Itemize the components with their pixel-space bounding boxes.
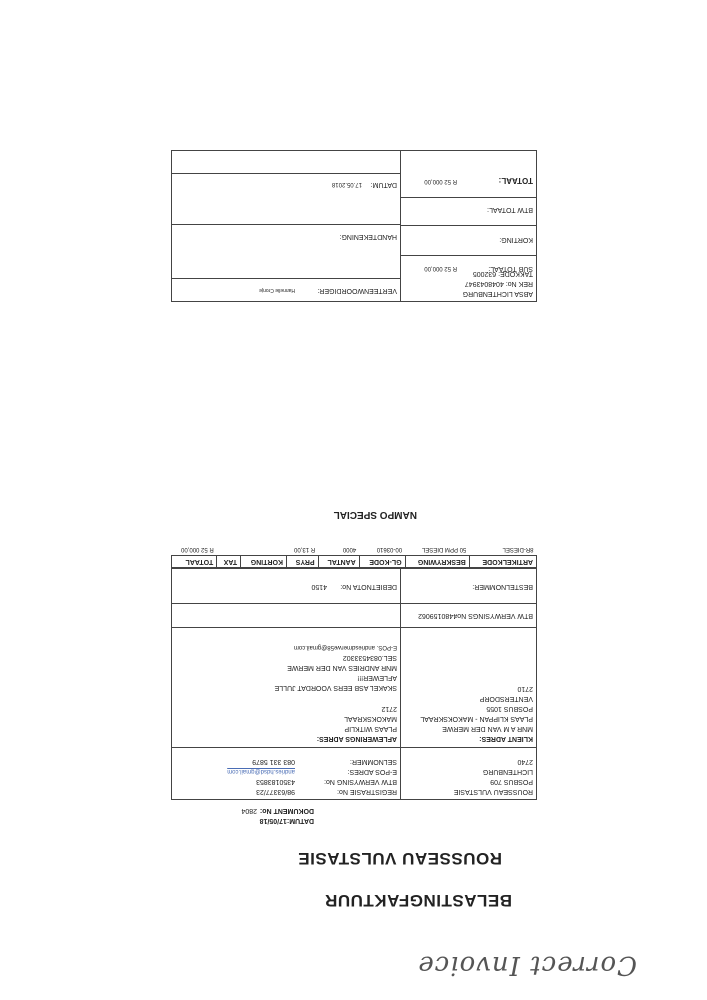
company-name-heading: ROUSSEAU VULSTASIE xyxy=(297,849,502,868)
client-line: VENTERSDORP xyxy=(479,695,533,702)
cell-label: SELNOMMER: xyxy=(349,758,397,765)
table-row xyxy=(172,544,537,556)
discount-row-bottom xyxy=(401,225,537,226)
date-value: 17.05.2018 xyxy=(331,181,362,187)
bank-line: TAKKODE: 632005 xyxy=(472,270,533,277)
client-line: 2710 xyxy=(517,685,533,692)
cell-price: R 13,00 xyxy=(294,546,316,553)
total-label: TOTAAL: xyxy=(498,176,533,185)
date-row-top xyxy=(171,173,401,174)
seller-values xyxy=(175,756,295,796)
delivery-line: 2712 xyxy=(381,705,397,712)
items-header-row xyxy=(172,556,537,568)
order-number-label: BESTELNOMMER: xyxy=(472,583,533,590)
rep-row-top xyxy=(171,278,401,279)
col-article-code: ARTIKELKODE xyxy=(469,556,536,568)
handwritten-note: Correct Invoice xyxy=(417,950,637,980)
signature-row-top xyxy=(171,224,401,225)
delivery-heading: AFLEWERINGS ADRES: xyxy=(316,735,397,742)
client-address xyxy=(420,683,533,743)
col-description: BESKRYWING xyxy=(405,556,469,568)
col-tax: TAX xyxy=(217,556,241,568)
subtotal-value: R 52 000,00 xyxy=(424,265,457,271)
col-total: TOTAAL xyxy=(172,556,217,568)
col-price: PRYS xyxy=(287,556,319,568)
note-line: SEL.0834533302 xyxy=(342,654,397,661)
seller-line: POSBUS 709 xyxy=(490,778,533,785)
seller-line: ROUSSEAU VULSTASIE xyxy=(453,788,533,795)
info-divider-3 xyxy=(171,603,537,604)
bank-line: REK No: 4048043947 xyxy=(464,280,533,287)
delivery-line: PLAAS WITKLIP xyxy=(344,725,397,732)
cell-description: 50 PPM DIESEL xyxy=(421,546,467,553)
info-divider-2 xyxy=(171,627,537,628)
seller-line: 2740 xyxy=(517,758,533,765)
cell-article-code: 8R-DIESEL xyxy=(502,546,534,553)
subtotal-label: SUB TOTAAL: xyxy=(488,265,533,272)
note-line: AFLEWER!!! xyxy=(357,674,397,681)
debtor-note-value: 4150 xyxy=(311,583,327,590)
note-line: SKAKEL ASB EERS VOORDAT JULLE xyxy=(274,684,397,691)
bank-details xyxy=(463,268,533,298)
col-quantity: AANTAL xyxy=(318,556,359,568)
col-gl-code: GL-KODE xyxy=(359,556,405,568)
col-discount: KORTING xyxy=(241,556,287,568)
client-vat-value: 4480159062 xyxy=(418,612,457,619)
delivery-notes xyxy=(275,642,397,692)
cell-gl-code: 00-03610 xyxy=(376,546,403,553)
document-title: BELASTINGFAKTUUR xyxy=(324,891,512,910)
total-value: R 52 000,00 xyxy=(424,178,457,184)
vat-total-label: BTW TOTAAL: xyxy=(487,206,533,213)
rep-value: Hannelie Cronje xyxy=(259,287,295,293)
cell-tax xyxy=(217,544,241,556)
signature-label: HANDTEKENING: xyxy=(339,233,397,240)
vat-value: 4350183853 xyxy=(256,778,295,785)
email-label: E-POS ADRES: xyxy=(347,768,397,775)
discount-label: KORTING: xyxy=(499,236,533,243)
document-number: 2804 xyxy=(241,807,257,814)
client-heading: KLIENT ADRES: xyxy=(479,735,533,742)
cell-total: R 52 000,00 xyxy=(181,546,214,553)
vat-label: BTW VERWYSING No: xyxy=(324,778,397,785)
subtotal-row-bottom xyxy=(401,255,537,256)
rep-label: VERTEENWOORDIGER: xyxy=(317,287,397,294)
client-line: MNR A M VAN DER MERWE xyxy=(442,725,533,732)
registration-value: 98/63377/23 xyxy=(256,788,295,795)
email-link[interactable]: andries.hdsd@gmail.com xyxy=(227,768,295,774)
cell-discount xyxy=(241,544,287,556)
registration-label: REGISTRASIE No: xyxy=(337,788,397,795)
cell-quantity: 4000 xyxy=(342,546,357,553)
cell-value: 083 331 5879 xyxy=(252,758,295,765)
delivery-line: MAKOKSKRAAL xyxy=(344,715,397,722)
info-divider-1 xyxy=(171,747,537,748)
delivery-address xyxy=(317,703,397,743)
note-line: E-POS. andriesdmerwe58@gmail.com xyxy=(293,644,397,650)
client-line: PLAAS KLIPPAN - MAKOKSKRAAL xyxy=(420,715,533,722)
date-label: DATUM: xyxy=(370,181,397,188)
debtor-note-label: DEBIETNOTA No: xyxy=(340,583,397,590)
special-note: NAMPO SPECIAL xyxy=(333,509,417,520)
seller-line: LICHTENBURG xyxy=(482,768,533,775)
bank-line: ABSA LICHTENBURG xyxy=(462,290,533,297)
date-line: DATUM:17/05/18 xyxy=(259,817,314,824)
items-table xyxy=(171,544,537,568)
client-vat-label: BTW VERWYSINGS No: xyxy=(455,612,533,619)
note-line: MNR ANDRIES VAN DER MERWE xyxy=(287,664,397,671)
document-label: DOKUMENT No: xyxy=(259,807,314,814)
client-line: POSBUS 1055 xyxy=(486,705,533,712)
vat-row-bottom xyxy=(401,197,537,198)
seller-address xyxy=(454,756,533,796)
